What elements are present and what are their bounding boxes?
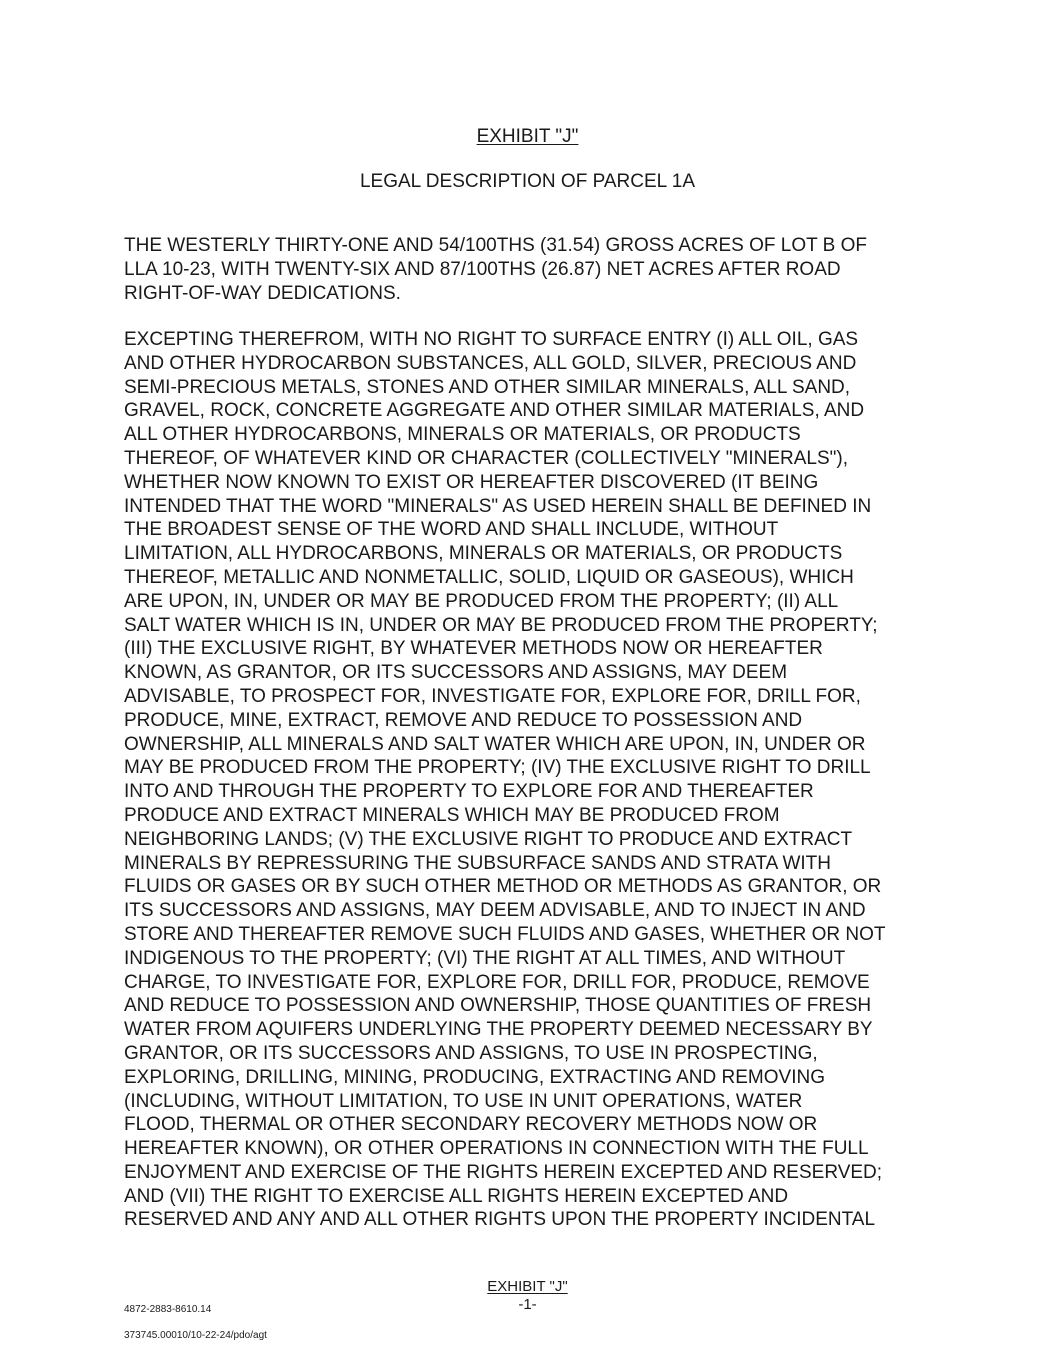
footer-page-info — [0, 1278, 1055, 1314]
footer-page-number: -1- — [518, 1296, 537, 1313]
exhibit-title: EXHIBIT "J" — [476, 126, 579, 147]
parcel-description-paragraph: THE WESTERLY THIRTY-ONE AND 54/100THS (31.54) GROSS ACRES OF LOT B OF LLA 10-23, WITH TWENTY-SIX AND 87/100THS (26.87) NET ACRES AFTER ROAD RIGHT-OF-WAY DEDICATIONS. — [124, 235, 867, 304]
footer-file-reference: 373745.00010/10-22-24/pdo/agt — [124, 1330, 267, 1341]
legal-description-title: LEGAL DESCRIPTION OF PARCEL 1A — [359, 171, 696, 192]
footer-exhibit-label: EXHIBIT "J" — [487, 1278, 568, 1295]
footer-doc-number: 4872-2883-8610.14 — [124, 1304, 212, 1315]
exceptions-paragraph: EXCEPTING THEREFROM, WITH NO RIGHT TO SURFACE ENTRY (I) ALL OIL, GAS AND OTHER HYDROCARBON SUBSTANCES, ALL GOLD, SILVER, PRECIOUS AND SEMI-PRECIOUS METALS, STONES AND OTHER SIMILAR MINERALS, ALL SAND, GRAVEL, ROCK, CONCRETE AGGREGATE AND OTHER SIMILAR MATERIALS, AND ALL OTHER HYDROCARBONS, MINERALS OR MATERIALS, OR PRODUCTS THEREOF, OF WHATEVER KIND OR CHARACTER (COLLECTIVELY "MINERALS"), WHETHER NOW KNOWN TO EXIST OR HEREAFTER DISCOVERED (IT BEING INTENDED THAT THE WORD "MINERALS" AS USED HEREIN SHALL BE DEFINED IN THE BROADEST SENSE OF THE WORD AND SHALL INCLUDE, WITHOUT LIMITATION, ALL HYDROCARBONS, MINERALS OR MATERIALS, OR PRODUCTS THEREOF, METALLIC AND NONMETALLIC, SOLID, LIQUID OR GASEOUS), WHICH ARE UPON, IN, UNDER OR MAY BE PRODUCED FROM THE PROPERTY; (II) ALL SALT WATER WHICH IS IN, UNDER OR MAY BE PRODUCED FROM THE PROPERTY; (III) THE EXCLUSIVE RIGHT, BY WHATEVER METHODS NOW OR HEREAFTER KNOWN, AS GRANTOR, OR ITS SUCCESSORS AND ASSIGNS, MAY DEEM ADVISABLE, TO PROSPECT FOR, INVESTIGATE FOR, EXPLORE FOR, DRILL FOR, PRODUCE, MINE, EXTRACT, REMOVE AND REDUCE TO POSSESSION AND OWNERSHIP, ALL MINERALS AND SALT WATER WHICH ARE UPON, IN, UNDER OR MAY BE PRODUCED FROM THE PROPERTY; (IV) THE EXCLUSIVE RIGHT TO DRILL INTO AND THROUGH THE PROPERTY TO EXPLORE FOR AND THEREAFTER PRODUCE AND EXTRACT MINERALS WHICH MAY BE PRODUCED FROM NEIGHBORING LANDS; (V) THE EXCLUSIVE RIGHT TO PRODUCE AND EXTRACT MINERALS BY REPRESSURING THE SUBSURFACE SANDS AND STRATA WITH FLUIDS OR GASES OR BY SUCH OTHER METHOD OR METHODS AS GRANTOR, OR ITS SUCCESSORS AND ASSIGNS, MAY DEEM ADVISABLE, AND TO INJECT IN AND STORE AND THEREAFTER REMOVE SUCH FLUIDS AND GASES, WHETHER OR NOT INDIGENOUS TO THE PROPERTY; (VI) THE RIGHT AT ALL TIMES, AND WITHOUT CHARGE, TO INVESTIGATE FOR, EXPLORE FOR, DRILL FOR, PRODUCE, REMOVE AND REDUCE TO POSSESSION AND OWNERSHIP, THOSE QUANTITIES OF FRESH WATER FROM AQUIFERS UNDERLYING THE PROPERTY DEEMED NECESSARY BY GRANTOR, OR ITS SUCCESSORS AND ASSIGNS, TO USE IN PROSPECTING, EXPLORING, DRILLING, MINING, PRODUCING, EXTRACTING AND REMOVING (INCLUDING, WITHOUT LIMITATION, TO USE IN UNIT OPERATIONS, WATER FLOOD, THERMAL OR OTHER SECONDARY RECOVERY METHODS NOW OR HEREAFTER KNOWN), OR OTHER OPERATIONS IN CONNECTION WITH THE FULL ENJOYMENT AND EXERCISE OF THE RIGHTS HEREIN EXCEPTED AND RESERVED; AND (VII) THE RIGHT TO EXERCISE ALL RIGHTS HEREIN EXCEPTED AND RESERVED AND ANY AND ALL OTHER RIGHTS UPON THE PROPERTY INCIDENTAL — [124, 329, 886, 1231]
